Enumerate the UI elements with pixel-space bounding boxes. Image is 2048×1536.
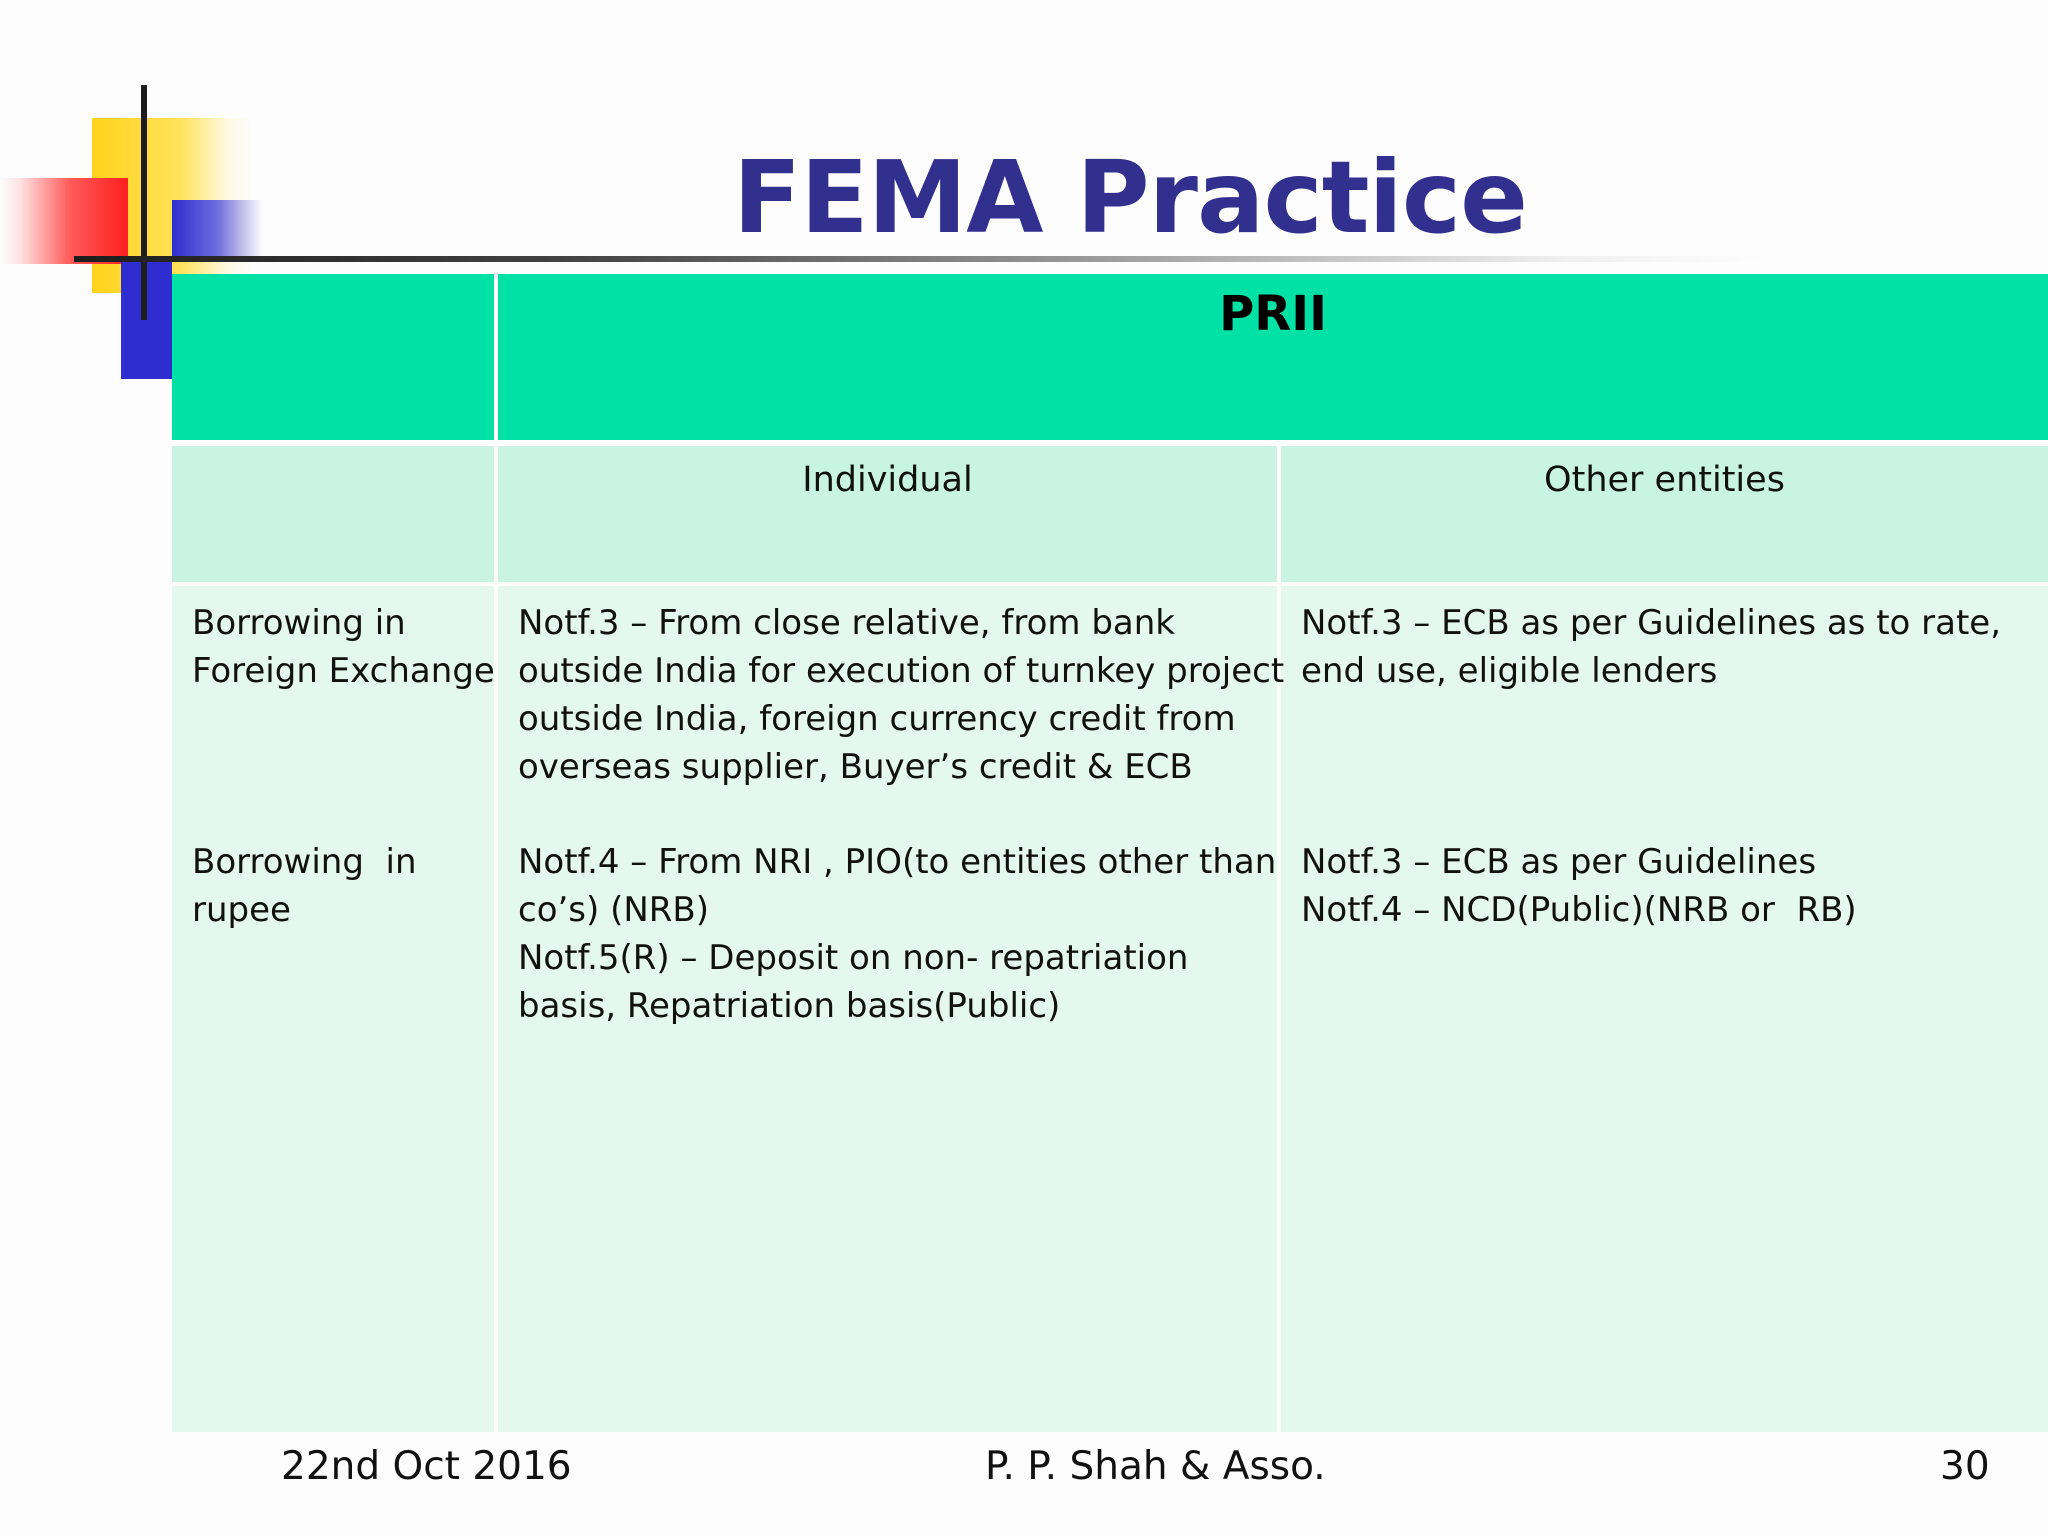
text-line: Borrowing in <box>192 603 406 643</box>
prii-table <box>172 274 2048 1432</box>
text-line: Notf.4 – NCD(Public)(NRB or RB) <box>1301 890 1857 930</box>
text-line: Notf.5(R) – Deposit on non- repatriation <box>518 938 1189 978</box>
text-line: outside India for execution of turnkey project <box>518 651 1285 691</box>
cell-rupee-other <box>1301 838 1857 934</box>
decor-blue-square <box>172 200 262 262</box>
footer-page-number: 30 <box>1940 1444 1990 1489</box>
body-column-label <box>172 586 494 1432</box>
text-line: Foreign Exchange <box>192 651 495 691</box>
title-underline <box>74 256 1764 262</box>
header-empty-cell <box>172 274 494 440</box>
subheader-empty-cell <box>172 446 494 582</box>
footer-date: 22nd Oct 2016 <box>281 1444 572 1489</box>
footer-author: P. P. Shah & Asso. <box>985 1444 1326 1489</box>
text-line: rupee <box>192 890 291 930</box>
text-line: Notf.3 – ECB as per Guidelines <box>1301 842 1817 882</box>
text-line: Notf.3 – ECB as per Guidelines as to rate, <box>1301 603 2002 643</box>
cell-foreign-exchange-individual <box>518 599 1284 791</box>
column-header-individual: Individual <box>498 446 1277 582</box>
cell-foreign-exchange-other <box>1301 599 2001 695</box>
text-line: basis, Repatriation basis(Public) <box>518 986 1061 1026</box>
column-header-other-entities: Other entities <box>1281 446 2048 582</box>
text-line: Notf.3 – From close relative, from bank <box>518 603 1175 643</box>
slide-title: FEMA Practice <box>733 139 1527 256</box>
text-line: Notf.4 – From NRI , PIO(to entities other than <box>518 842 1277 882</box>
text-line: outside India, foreign currency credit from <box>518 699 1236 739</box>
header-prii-cell: PRII <box>498 274 2048 440</box>
row-label-foreign-exchange <box>192 599 495 695</box>
cell-rupee-individual <box>518 838 1276 1030</box>
text-line: overseas supplier, Buyer’s credit & ECB <box>518 747 1193 787</box>
row-label-rupee <box>192 838 417 934</box>
body-column-other <box>1281 586 2048 1432</box>
text-line: co’s) (NRB) <box>518 890 710 930</box>
text-line: Borrowing in <box>192 842 417 882</box>
decor-vertical-line <box>141 85 147 320</box>
text-line: end use, eligible lenders <box>1301 651 1718 691</box>
decor-red-square <box>0 178 128 264</box>
